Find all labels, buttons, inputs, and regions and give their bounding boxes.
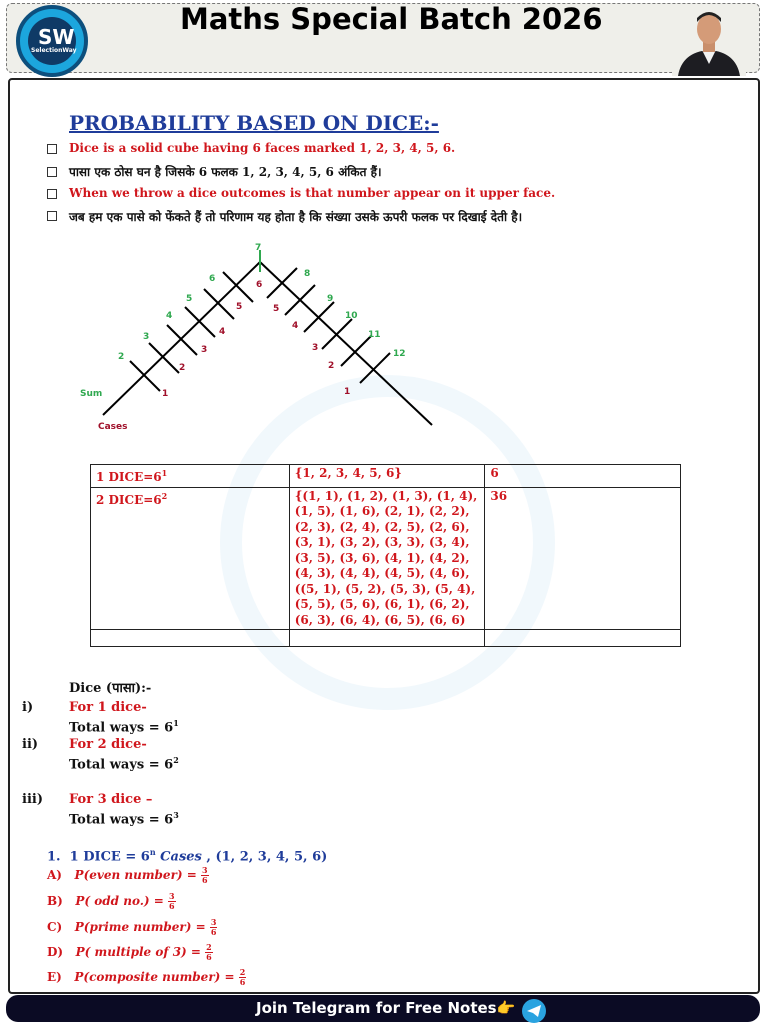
telegram-cta[interactable]: Join Telegram for Free Notes👉 xyxy=(256,999,516,1017)
diagram-tick xyxy=(149,343,179,373)
sum-number: 5 xyxy=(186,294,193,304)
total-ways: Total ways = $6^2$ xyxy=(69,755,179,773)
table-cell: 2 $DICE=6^2$ xyxy=(91,487,290,630)
list-number: iii) xyxy=(22,792,43,807)
sum-label: Sum xyxy=(80,389,103,399)
sum-number: 4 xyxy=(166,311,173,321)
option-e: E) P(composite number) = $\frac{2}{6}$ xyxy=(47,967,246,987)
total-ways: Total ways = $6^1$ xyxy=(69,718,179,736)
diagram-tick xyxy=(130,361,160,391)
total-ways: Total ways = $6^3$ xyxy=(69,810,179,828)
sum-number: 12 xyxy=(393,349,406,359)
telegram-icon[interactable] xyxy=(522,999,546,1023)
case-number: 3 xyxy=(201,345,208,355)
diagram-tick xyxy=(341,336,371,366)
dice-sum-diagram xyxy=(0,0,768,440)
table-cell xyxy=(91,630,290,647)
cases-label: Cases xyxy=(98,422,128,432)
case-number: 2 xyxy=(328,361,335,371)
table-cell: {(1, 1), (1, 2), (1, 3), (1, 4), (1, 5), (1, 6), (2, 1), (2, 2), (2, 3), (2, 4), (2, 5), (2, 6), (3, 1), (3, 2), (3, 3), (3, 4), (3, 5), (3, 6), (4, 1), (4, 2), (4, 3), (4, 4), (4, 5), (4, 6), ((5, 1), (5, 2), (5, 3), (5, 4), (5, 5), (5, 6), (6, 1), (6, 2), (6, 3), (6, 4), (6, 5), (6, 6) xyxy=(289,487,485,630)
table-row xyxy=(91,630,681,647)
table-row xyxy=(91,465,681,488)
logo-text: SelectionWay xyxy=(31,47,77,54)
list-item: For 2 dice- xyxy=(69,737,147,752)
case-number: 1 xyxy=(162,389,169,399)
list-item: For 3 dice – xyxy=(69,792,153,807)
option-b: B) P( odd no.) = $\frac{3}{6}$ xyxy=(47,891,175,911)
diagram-tick xyxy=(360,353,390,383)
case-number: 4 xyxy=(292,321,299,331)
table-cell xyxy=(289,630,485,647)
table-cell: {1, 2, 3, 4, 5, 6} xyxy=(289,465,485,488)
sum-number: 2 xyxy=(118,352,125,362)
case-number: 4 xyxy=(219,327,226,337)
option-c: C) P(prime number) = $\frac{3}{6}$ xyxy=(47,917,217,937)
case-number: 1 xyxy=(344,387,351,397)
option-a: A) P(even number) = $\frac{3}{6}$ xyxy=(47,865,208,885)
section-heading: PROBABILITY BASED ON DICE:- xyxy=(69,111,439,135)
sum-number: 10 xyxy=(345,311,358,321)
list-number: ii) xyxy=(22,737,39,752)
case-number: 3 xyxy=(312,343,319,353)
diagram-tick xyxy=(204,289,234,319)
table-row xyxy=(91,487,681,630)
bullet-text: When we throw a dice outcomes is that number appear on it upper face. xyxy=(69,186,556,200)
page-title: Maths Special Batch 2026 xyxy=(180,2,603,36)
case-number: 2 xyxy=(179,363,186,373)
diagram-tick xyxy=(167,325,197,355)
selectionway-logo: SW SelectionWay xyxy=(16,5,88,77)
list-item: For 1 dice- xyxy=(69,700,147,715)
sum-number: 8 xyxy=(304,269,311,279)
case-number: 5 xyxy=(273,304,280,314)
diagram-tick xyxy=(223,272,253,302)
sum-number: 7 xyxy=(255,243,262,253)
bullet-text: पासा एक ठोस घन है जिसके 6 फलक 1, 2, 3, 4, 5, 6 अंकित हैं। xyxy=(69,165,382,179)
case-number: 5 xyxy=(236,302,243,312)
table-cell: 1 $DICE=6^1$ xyxy=(91,465,290,488)
sum-number: 3 xyxy=(143,332,150,342)
sum-number: 6 xyxy=(209,274,216,284)
list-number: i) xyxy=(22,700,34,715)
table-cell: 6 xyxy=(485,465,681,488)
table-cell: 36 xyxy=(485,487,681,630)
bullet-text: जब हम एक पासे को फेंकते हैं तो परिणाम यह होता है कि संख्या उसके ऊपरी फलक पर दिखाई देती है। xyxy=(69,210,523,224)
option-d: D) P( multiple of 3) = $\frac{2}{6}$ xyxy=(47,942,212,962)
question-line: 1. 1 DICE = $6^n$ Cases , (1, 2, 3, 4, 5, 6) xyxy=(47,847,328,865)
dice-section-title: Dice (पासा):- xyxy=(69,681,152,696)
bullet-text: Dice is a solid cube having 6 faces marked 1, 2, 3, 4, 5, 6. xyxy=(69,141,456,155)
case-number: 6 xyxy=(256,280,263,290)
sum-number: 11 xyxy=(368,330,381,340)
footer-bar[interactable] xyxy=(6,995,760,1022)
dice-outcomes-table xyxy=(90,464,681,647)
sum-number: 9 xyxy=(327,294,334,304)
table-cell xyxy=(485,630,681,647)
